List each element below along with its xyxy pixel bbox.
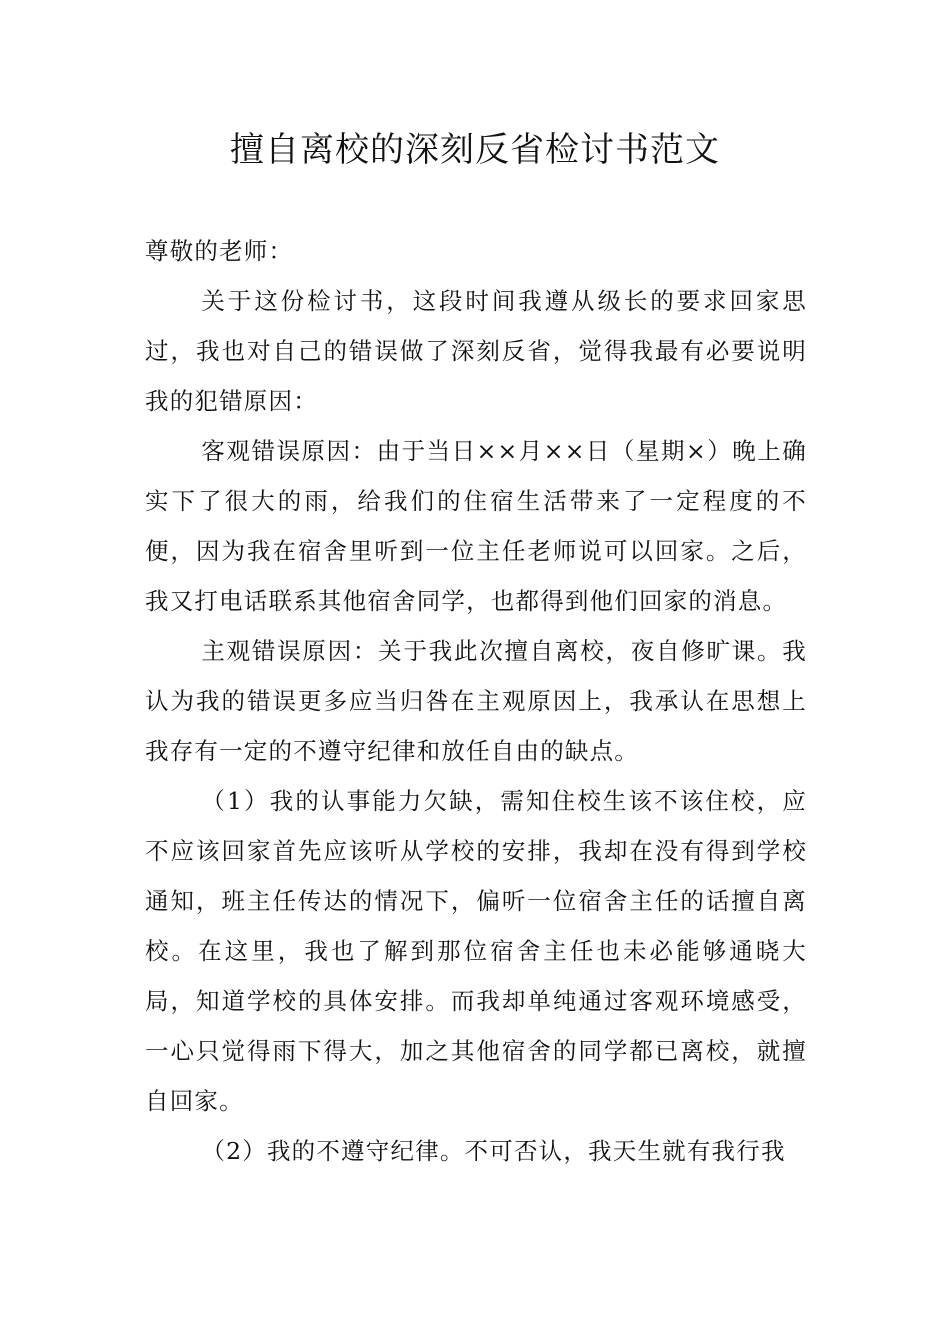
- paragraph-point-2: （2）我的不遵守纪律。不可否认，我天生就有我行我: [201, 1137, 786, 1165]
- paragraph-objective-reason: 客观错误原因：由于当日××月××日（星期×）晚上确实下了很大的雨，给我们的住宿生活带来了一定程度的不便，因为我在宿舍里听到一位主任老师说可以回家。之后，我又打电话联系其他宿舍同学，也都得到他们回家的消息。: [145, 437, 807, 615]
- document-title: 擅自离校的深刻反省检讨书范文: [230, 130, 720, 170]
- salutation: 尊敬的老师：: [145, 237, 294, 265]
- paragraph-intro: 关于这份检讨书，这段时间我遵从级长的要求回家思过，我也对自己的错误做了深刻反省，觉得我最有必要说明我的犯错原因：: [145, 287, 807, 415]
- paragraph-point-1: （1）我的认事能力欠缺，需知住校生该不该住校，应不应该回家首先应该听从学校的安排，我却在没有得到学校通知，班主任传达的情况下，偏听一位宿舍主任的话擅自离校。在这里，我也了解到那位宿舍主任也未必能够通晓大局，知道学校的具体安排。而我却单纯通过客观环境感受，一心只觉得雨下得大，加之其他宿舍的同学都已离校，就擅自回家。: [145, 787, 807, 1115]
- document-body: [145, 226, 807, 1176]
- paragraph-subjective-reason: 主观错误原因：关于我此次擅自离校，夜自修旷课。我认为我的错误更多应当归咎在主观原因上，我承认在思想上我存有一定的不遵守纪律和放任自由的缺点。: [145, 637, 807, 765]
